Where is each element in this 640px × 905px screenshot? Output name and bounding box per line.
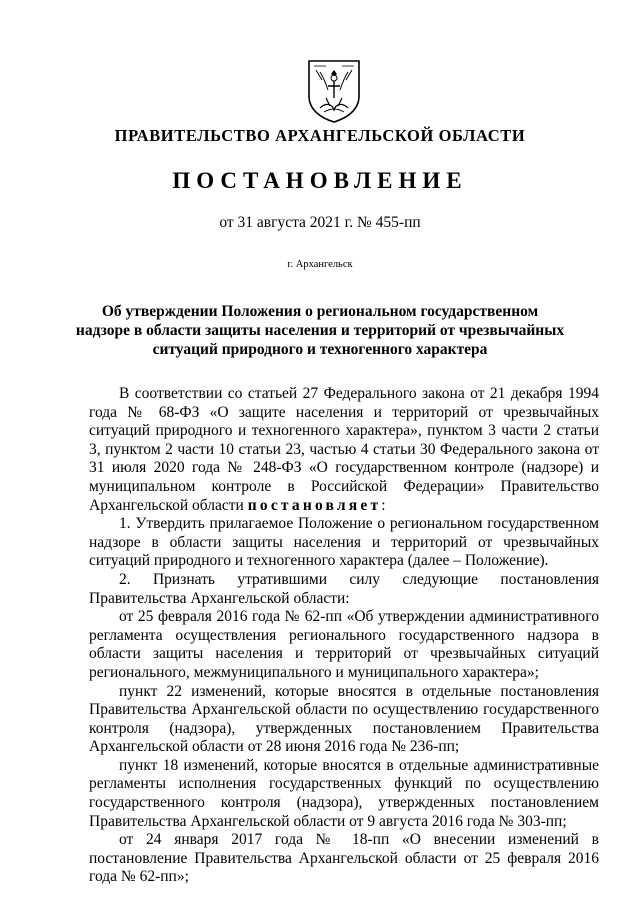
resolves-word: постановляет — [247, 496, 382, 514]
document-body — [89, 385, 599, 887]
body-paragraph: от 25 февраля 2016 года № 62-пп «Об утверждении административного регламента осуществления регионального государственного надзора в области защиты населения и территорий от чрезвычайных ситуаций регионального, межмуниципального и муниципального характера»; — [89, 608, 599, 681]
title-line: Об утверждении Положения о региональном государственном — [101, 303, 539, 320]
coat-of-arms-icon — [306, 58, 362, 124]
body-paragraph: от 24 января 2017 года № 18-пп «О внесении изменений в постановление Правительства Архангельской области от 25 февраля 2016 года № 62-пп»; — [89, 831, 599, 886]
body-paragraph: пункт 18 изменений, которые вносятся в отдельные административные регламенты исполнения государственных функций по осуществлению государственного контроля (надзора), утвержденных постановлением Правительства Архангельской области от 9 августа 2016 года № 303-пп; — [89, 756, 599, 830]
body-paragraph — [89, 385, 599, 515]
document-date-number: от 31 августа 2021 г. № 455-пп — [219, 214, 421, 231]
body-paragraph: пункт 22 изменений, которые вносятся в отдельные постановления Правительства Архангельской области по осуществлению государственного контроля (надзора), утвержденных постановлением Правительства Архангельской области от 28 июня 2016 года № 236-пп; — [89, 682, 599, 756]
resolves-colon: : — [381, 496, 386, 514]
body-paragraph: 2. Признать утратившими силу следующие постановления Правительства Архангельской области: — [89, 570, 599, 607]
document-type: ПОСТАНОВЛЕНИЕ — [172, 168, 468, 193]
title-line: надзоре в области защиты населения и территорий от чрезвычайных — [75, 322, 565, 339]
document-title — [60, 302, 580, 359]
document-city: г. Архангельск — [287, 259, 353, 270]
title-line: ситуаций природного и техногенного характера — [152, 341, 488, 358]
organization-name: ПРАВИТЕЛЬСТВО АРХАНГЕЛЬСКОЙ ОБЛАСТИ — [114, 126, 526, 145]
body-paragraph: 1. Утвердить прилагаемое Положение о региональном государственном надзоре в области защиты населения и территорий от чрезвычайных ситуаций природного и техногенного характера (далее – Положение). — [89, 515, 599, 570]
preamble-text: В соответствии со статьей 27 Федерального закона от 21 декабря 1994 года № 68-ФЗ «О защите населения и территорий от чрезвычайных ситуаций природного и техногенного характера», пунктом 3 части 2 статьи 3, пунктом 2 части 10 статьи 23, частью 4 статьи 30 Федерального закона от 31 июля 2020 года № 248-ФЗ «О государственном контроле (надзоре) и муниципальном контроле в Российской Федерации» Правительство Архангельской области — [89, 385, 599, 514]
